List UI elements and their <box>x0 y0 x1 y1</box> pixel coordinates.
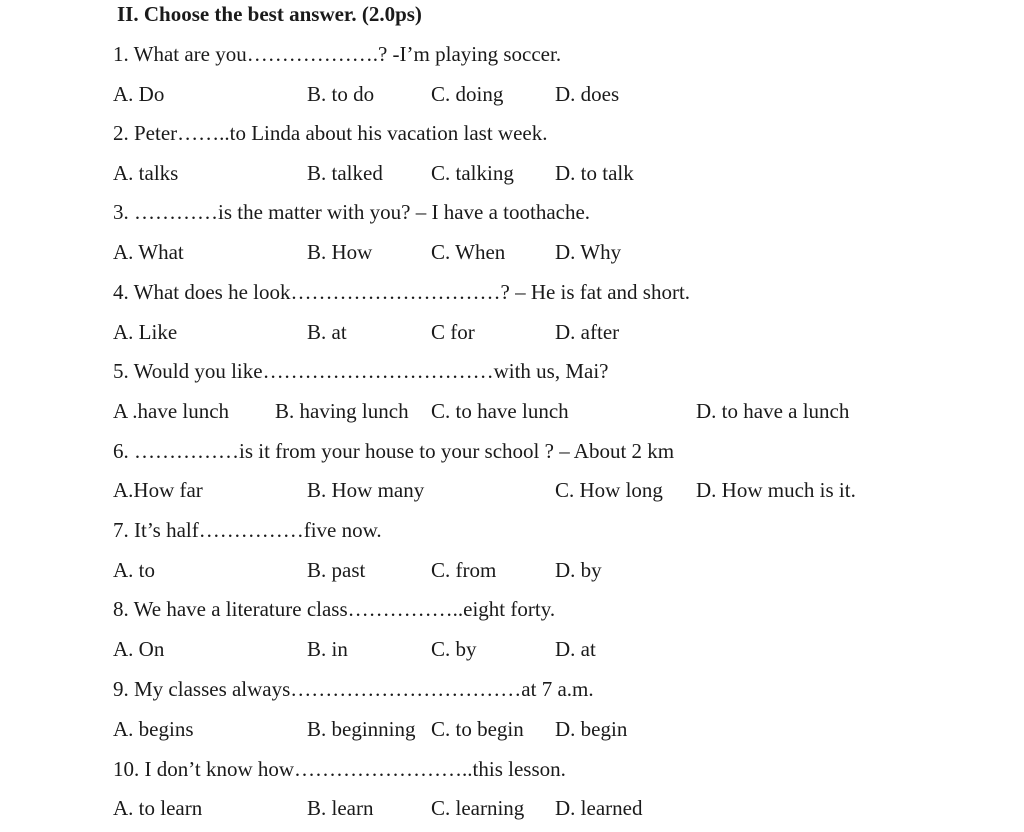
question-5-text: 5. Would you like……………………………with us, Mai? <box>113 359 609 383</box>
q3-option-d: D. Why <box>555 240 622 264</box>
q8-option-c: C. by <box>431 637 477 661</box>
q8-option-d: D. at <box>555 637 596 661</box>
q8-option-b: B. in <box>307 637 348 661</box>
q5-option-b: B. having lunch <box>275 399 409 423</box>
q6-option-a: A.How far <box>113 478 203 502</box>
q10-option-b: B. learn <box>307 796 374 820</box>
section-title: II. Choose the best answer. (2.0ps) <box>117 2 422 26</box>
q1-option-b: B. to do <box>307 82 375 106</box>
q6-option-c: C. How long <box>555 478 663 502</box>
question-7-text: 7. It’s half……………five now. <box>113 518 382 542</box>
q5-option-d: D. to have a lunch <box>696 399 850 423</box>
question-8-text: 8. We have a literature class……………..eight forty. <box>113 597 556 621</box>
q7-option-c: C. from <box>431 558 497 582</box>
q10-option-c: C. learning <box>431 796 525 820</box>
q2-option-d: D. to talk <box>555 161 634 185</box>
question-2-text: 2. Peter……..to Linda about his vacation last week. <box>113 121 548 145</box>
q8-option-a: A. On <box>113 637 165 661</box>
q9-option-c: C. to begin <box>431 717 524 741</box>
q1-option-d: D. does <box>555 82 620 106</box>
q10-option-d: D. learned <box>555 796 643 820</box>
q2-option-a: A. talks <box>113 161 179 185</box>
q6-option-b: B. How many <box>307 478 425 502</box>
q7-option-a: A. to <box>113 558 155 582</box>
question-6-text: 6. ……………is it from your house to your school ? – About 2 km <box>113 439 675 463</box>
q2-option-c: C. talking <box>431 161 514 185</box>
question-10-text: 10. I don’t know how……………………..this lesson. <box>113 757 566 781</box>
q4-option-a: A. Like <box>113 320 178 344</box>
q1-option-c: C. doing <box>431 82 504 106</box>
question-1-text: 1. What are you……………….? -I’m playing soccer. <box>113 42 562 66</box>
q9-option-d: D. begin <box>555 717 628 741</box>
q3-option-b: B. How <box>307 240 373 264</box>
q1-option-a: A. Do <box>113 82 165 106</box>
q2-option-b: B. talked <box>307 161 383 185</box>
q7-option-d: D. by <box>555 558 602 582</box>
q7-option-b: B. past <box>307 558 366 582</box>
q5-option-a: A .have lunch <box>113 399 230 423</box>
q4-option-d: D. after <box>555 320 620 344</box>
q9-option-a: A. begins <box>113 717 194 741</box>
question-9-text: 9. My classes always……………………………at 7 a.m. <box>113 677 594 701</box>
q4-option-b: B. at <box>307 320 347 344</box>
question-4-text: 4. What does he look…………………………? – He is fat and short. <box>113 280 691 304</box>
q10-option-a: A. to learn <box>113 796 203 820</box>
q4-option-c: C for <box>431 320 475 344</box>
q3-option-a: A. What <box>113 240 184 264</box>
question-3-text: 3. …………is the matter with you? – I have a toothache. <box>113 200 591 224</box>
q9-option-b: B. beginning <box>307 717 416 741</box>
q5-option-c: C. to have lunch <box>431 399 569 423</box>
q3-option-c: C. When <box>431 240 506 264</box>
q6-option-d: D. How much is it. <box>696 478 856 502</box>
